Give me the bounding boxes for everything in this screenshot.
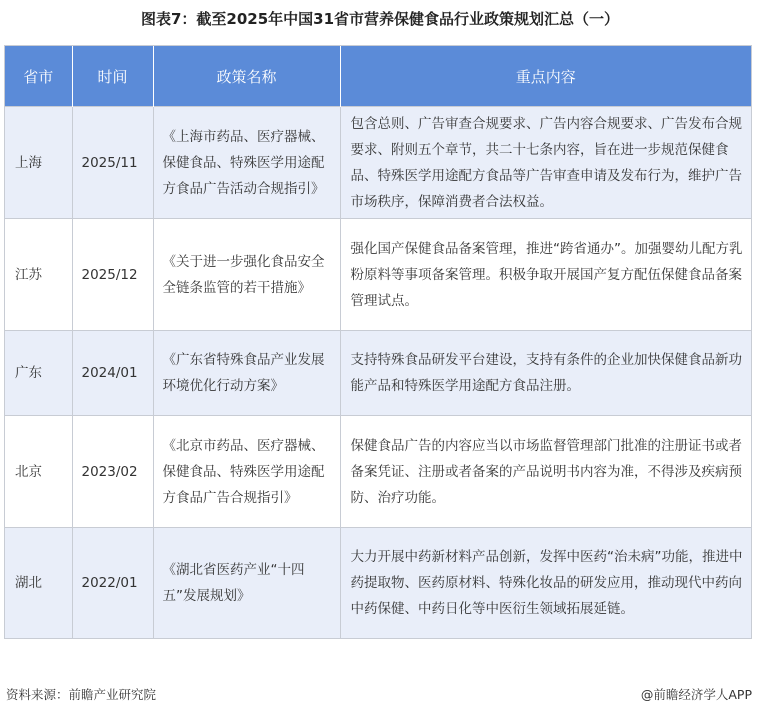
policy-table	[4, 45, 752, 639]
province-cell: 江苏	[5, 219, 72, 331]
content-cell: 支持特殊食品研发平台建设，支持有条件的企业加快保健食品新功能产品和特殊医学用途配方食品注册。	[340, 331, 751, 416]
policy-name-cell: 《北京市药品、医疗器械、保健食品、特殊医学用途配方食品广告合规指引》	[153, 416, 340, 528]
chart-title: 图表7：截至2025年中国31省市营养保健食品行业政策规划汇总（一）	[140, 10, 620, 28]
source-note: 资料来源：前瞻产业研究院	[6, 687, 157, 702]
header-key-content: 重点内容	[340, 46, 751, 107]
province-cell: 上海	[5, 107, 72, 219]
header-time: 时间	[72, 46, 153, 107]
policy-name-cell: 《广东省特殊食品产业发展环境优化行动方案》	[153, 331, 340, 416]
province-cell: 广东	[5, 331, 72, 416]
table-header-row	[5, 46, 751, 107]
table-row	[5, 107, 751, 219]
table-row	[5, 331, 751, 416]
table-row	[5, 528, 751, 639]
province-cell: 湖北	[5, 528, 72, 639]
time-cell: 2025/11	[72, 107, 153, 219]
table-row	[5, 219, 751, 331]
province-cell: 北京	[5, 416, 72, 528]
time-cell: 2024/01	[72, 331, 153, 416]
content-cell: 保健食品广告的内容应当以市场监督管理部门批准的注册证书或者备案凭证、注册或者备案的产品说明书内容为准，不得涉及疾病预防、治疗功能。	[340, 416, 751, 528]
time-cell: 2022/01	[72, 528, 153, 639]
time-cell: 2025/12	[72, 219, 153, 331]
table-row	[5, 416, 751, 528]
policy-name-cell: 《上海市药品、医疗器械、保健食品、特殊医学用途配方食品广告活动合规指引》	[153, 107, 340, 219]
brand-credit: @前瞻经济学人APP	[640, 687, 752, 702]
policy-name-cell: 《关于进一步强化食品安全全链条监管的若干措施》	[153, 219, 340, 331]
content-cell: 包含总则、广告审查合规要求、广告内容合规要求、广告发布合规要求、附则五个章节，共二十七条内容，旨在进一步规范保健食品、特殊医学用途配方食品等广告审查申请及发布行为，维护广告市场秩序，保障消费者合法权益。	[340, 107, 751, 219]
time-cell: 2023/02	[72, 416, 153, 528]
header-province: 省市	[5, 46, 72, 107]
content-cell: 强化国产保健食品备案管理，推进“跨省通办”。加强婴幼儿配方乳粉原料等事项备案管理。积极争取开展国产复方配伍保健食品备案管理试点。	[340, 219, 751, 331]
policy-name-cell: 《湖北省医药产业“十四五”发展规划》	[153, 528, 340, 639]
header-policy-name: 政策名称	[153, 46, 340, 107]
content-cell: 大力开展中药新材料产品创新，发挥中医药“治未病”功能，推进中药提取物、医药原材料、特殊化妆品的研发应用，推动现代中药向中药保健、中药日化等中医衍生领域拓展延链。	[340, 528, 751, 639]
